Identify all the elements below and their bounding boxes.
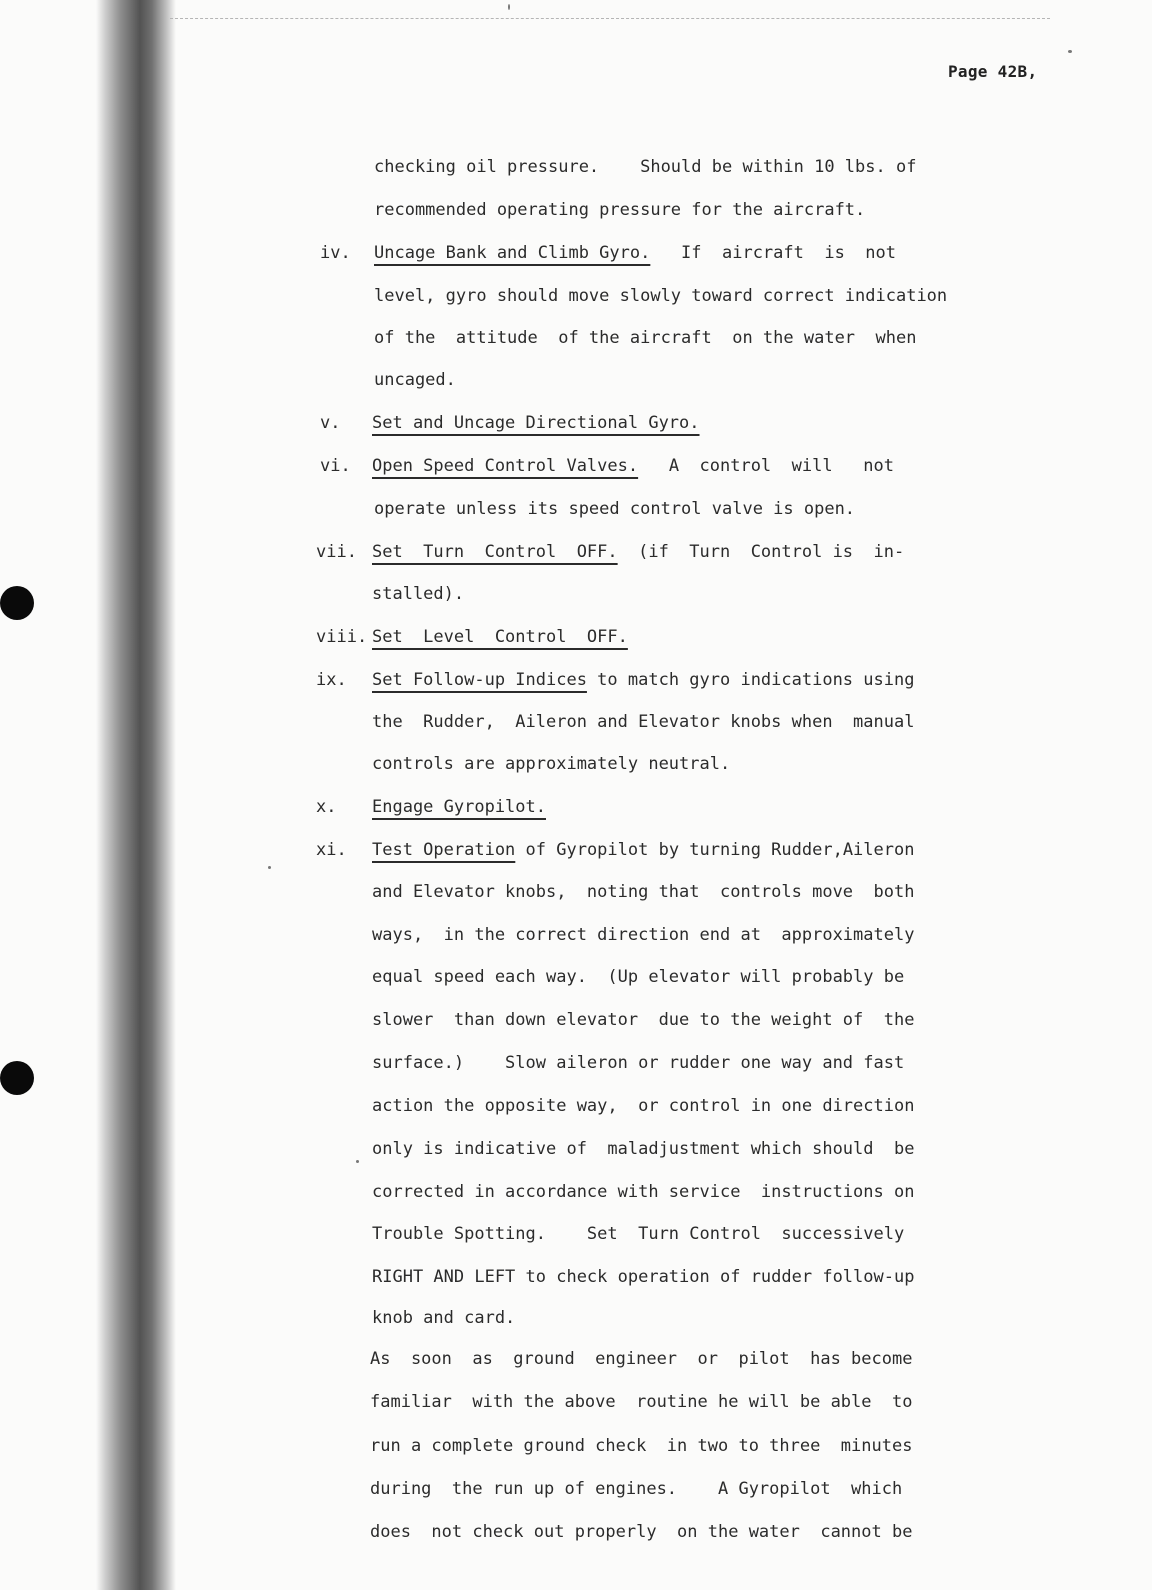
item-number: viii.: [316, 627, 368, 647]
body-line: action the opposite way, or control in one direction: [372, 1096, 915, 1116]
list-item-line: [372, 542, 904, 562]
body-line: knob and card.: [372, 1308, 516, 1328]
body-line: level, gyro should move slowly toward correct indication: [374, 286, 948, 306]
body-line: familiar with the above routine he will be able to: [370, 1392, 913, 1412]
body-line: controls are approximately neutral.: [372, 754, 731, 774]
top-edge-line: [170, 18, 1050, 19]
item-number: ix.: [316, 670, 347, 690]
item-text: If aircraft is not: [650, 243, 896, 263]
body-line: ways, in the correct direction end at approximately: [372, 925, 915, 945]
item-number: v.: [320, 413, 341, 433]
item-text: of Gyropilot by turning Rudder,Aileron: [515, 840, 915, 860]
body-line: As soon as ground engineer or pilot has become: [370, 1349, 913, 1369]
body-line: RIGHT AND LEFT to check operation of rudder follow-up: [372, 1267, 915, 1287]
item-number: iv.: [320, 243, 351, 263]
body-line: checking oil pressure. Should be within 10 lbs. of: [374, 157, 917, 177]
item-text: A control will not: [638, 456, 894, 476]
binding-shadow: [96, 0, 176, 1590]
body-line: stalled).: [372, 584, 465, 604]
item-heading: Set and Uncage Directional Gyro.: [372, 413, 700, 433]
paper-speck: [268, 866, 271, 869]
list-item-line: [374, 243, 896, 263]
item-number: vi.: [320, 456, 351, 476]
body-line: Trouble Spotting. Set Turn Control successively: [372, 1224, 905, 1244]
list-item-line: [372, 797, 546, 817]
item-number: xi.: [316, 840, 347, 860]
body-line: operate unless its speed control valve is open.: [374, 499, 856, 519]
item-heading: Set Follow-up Indices: [372, 670, 587, 690]
body-line: run a complete ground check in two to three minutes: [370, 1436, 913, 1456]
body-line: recommended operating pressure for the aircraft.: [374, 200, 866, 220]
page-number: Page 42B,: [948, 62, 1038, 81]
item-text: (if Turn Control is in-: [617, 542, 905, 562]
body-line: corrected in accordance with service instructions on: [372, 1182, 915, 1202]
item-number: x.: [316, 797, 337, 817]
item-heading: Set Level Control OFF.: [372, 627, 628, 647]
body-line: equal speed each way. (Up elevator will probably be: [372, 967, 905, 987]
item-heading: Engage Gyropilot.: [372, 797, 546, 817]
punch-hole-icon: [0, 586, 34, 620]
list-item-line: [372, 413, 700, 433]
body-line: only is indicative of maladjustment which should be: [372, 1139, 915, 1159]
item-heading: Set Turn Control OFF.: [372, 542, 618, 562]
item-heading: Test Operation: [372, 840, 516, 860]
body-line: uncaged.: [374, 370, 456, 390]
item-number: vii.: [316, 542, 357, 562]
body-line: surface.) Slow aileron or rudder one way and fast: [372, 1053, 905, 1073]
body-line: does not check out properly on the water cannot be: [370, 1522, 913, 1542]
paper-speck: [356, 1160, 359, 1163]
paper-speck: [1068, 50, 1072, 53]
body-line: during the run up of engines. A Gyropilot which: [370, 1479, 903, 1499]
body-line: and Elevator knobs, noting that controls move both: [372, 882, 915, 902]
list-item-line: [372, 840, 914, 860]
item-heading: Uncage Bank and Climb Gyro.: [374, 243, 651, 263]
body-line: slower than down elevator due to the weight of the: [372, 1010, 915, 1030]
punch-hole-icon: [0, 1061, 34, 1095]
list-item-line: [372, 627, 628, 647]
item-heading: Open Speed Control Valves.: [372, 456, 639, 476]
list-item-line: [372, 670, 914, 690]
paper-speck: [508, 4, 510, 10]
body-line: of the attitude of the aircraft on the water when: [374, 328, 917, 348]
item-text: to match gyro indications using: [586, 670, 915, 690]
list-item-line: [372, 456, 894, 476]
body-line: the Rudder, Aileron and Elevator knobs when manual: [372, 712, 915, 732]
